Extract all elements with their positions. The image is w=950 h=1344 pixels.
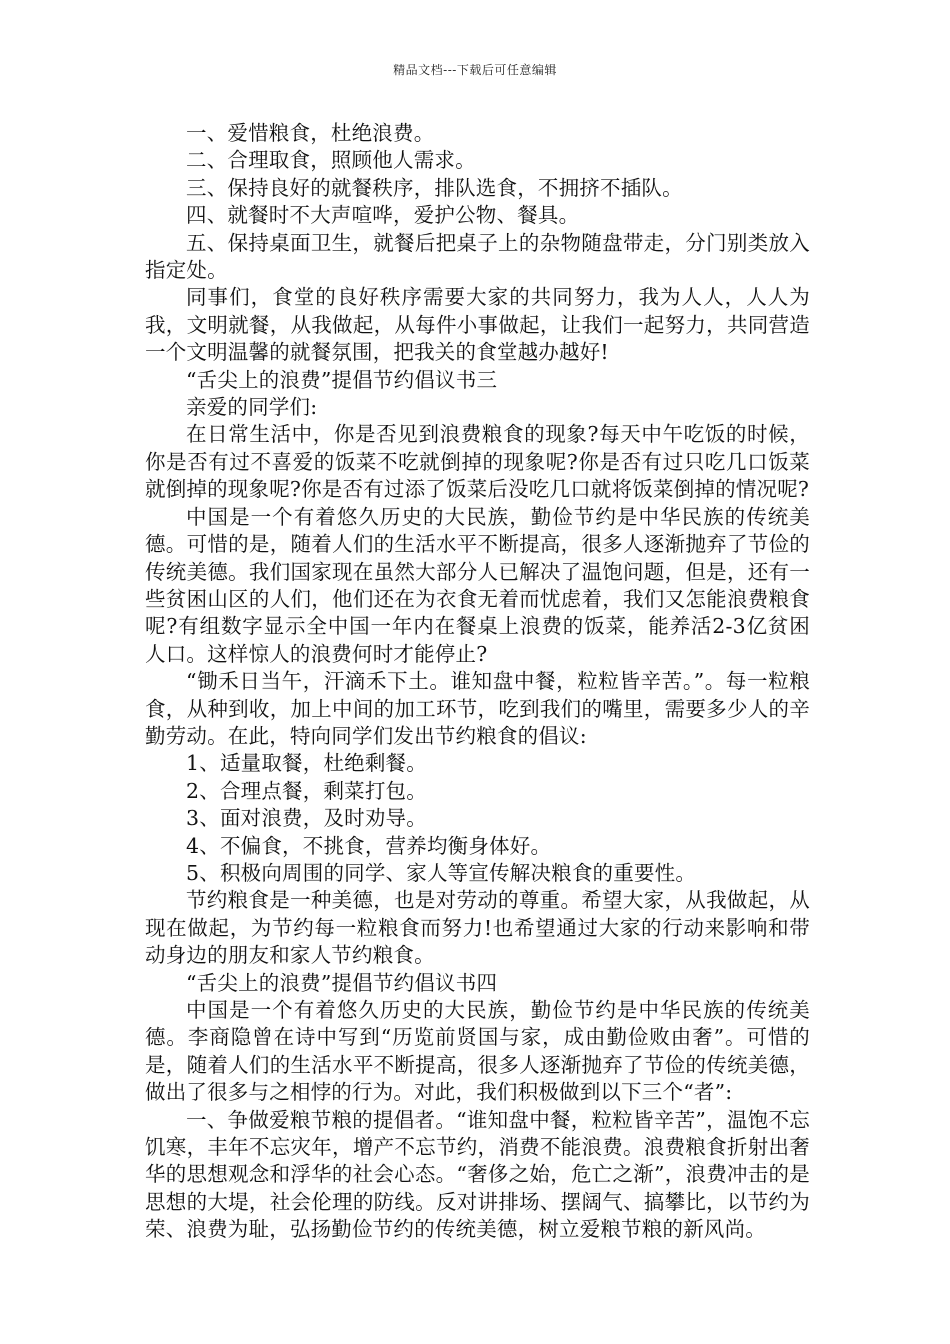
list-item: 4、不偏食，不挑食，营养均衡身体好。 [186, 833, 552, 858]
paragraph: 在日常生活中，你是否见到浪费粮食的现象?每天中午吃饭的时候，你是否有过不喜爱的饭菜不吃就倒掉的现象呢?你是否有过只吃几口饭菜就倒掉的现象呢?你是否有过添了饭菜后没吃几口就将饭菜倒掉的情况呢? [145, 422, 810, 502]
page-header: 精品文档---下载后可任意编辑 [393, 63, 557, 77]
paragraph: 同事们，食堂的良好秩序需要大家的共同努力，我为人人，人人为我，文明就餐，从我做起，从每件小事做起，让我们一起努力，共同营造一个文明温馨的就餐氛围，把我关的食堂越办越好! [145, 285, 810, 365]
salutation: 亲爱的同学们: [186, 395, 318, 420]
list-item: 3、面对浪费，及时劝导。 [186, 806, 427, 831]
section-title: “舌尖上的浪费”提倡节约倡议书四 [186, 970, 498, 995]
list-item: 2、合理点餐，剩菜打包。 [186, 778, 427, 803]
paragraph: 二、合理取食，照顾他人需求。 [186, 148, 476, 173]
document-body [145, 120, 810, 1244]
paragraph: 一、爱惜粮食，杜绝浪费。 [186, 121, 435, 145]
paragraph: 节约粮食是一种美德，也是对劳动的尊重。希望大家，从我做起，从现在做起，为节约每一粒粮食而努力!也希望通过大家的行动来影响和带动身边的朋友和家人节约粮食。 [145, 888, 810, 968]
paragraph: 中国是一个有着悠久历史的大民族，勤俭节约是中华民族的传统美德。可惜的是，随着人们的生活水平不断提高，很多人逐渐抛弃了节俭的传统美德。我们国家现在虽然大部分人已解决了温饱问题，但是，还有一些贫困山区的人们，他们还在为衣食无着而忧虑着，我们又怎能浪费粮食呢?有组数字显示全中国一年内在餐桌上浪费的饭菜，能养活2-3亿贫困人口。这样惊人的浪费何时才能停止? [145, 504, 810, 666]
paragraph: 中国是一个有着悠久历史的大民族，勤俭节约是中华民族的传统美德。李商隐曾在诗中写到“历览前贤国与家，成由勤俭败由奢”。可惜的是，随着人们的生活水平不断提高，很多人逐渐抛弃了节俭的传统美德，做出了很多与之相悖的行为。对此，我们积极做到以下三个“者”: [145, 998, 810, 1105]
section-title: “舌尖上的浪费”提倡节约倡议书三 [186, 367, 498, 392]
list-item: 1、适量取餐，杜绝剩餐。 [186, 751, 427, 776]
paragraph: 五、保持桌面卫生，就餐后把桌子上的杂物随盘带走，分门别类放入指定处。 [145, 230, 810, 283]
paragraph: 四、就餐时不大声喧哗，爱护公物、餐具。 [186, 203, 580, 228]
paragraph: 一、争做爱粮节粮的提倡者。“谁知盘中餐，粒粒皆辛苦”，温饱不忘饥寒，丰年不忘灾年，增产不忘节约，消费不能浪费。浪费粮食折射出奢华的思想观念和浮华的社会心态。“奢侈之始，危亡之渐”，浪费冲击的是思想的大堤，社会伦理的防线。反对讲排场、摆阔气、搞攀比，以节约为荣、浪费为耻，弘扬勤俭节约的传统美德，树立爱粮节粮的新风尚。 [145, 1107, 810, 1242]
paragraph: 三、保持良好的就餐秩序，排队选食，不拥挤不插队。 [186, 175, 683, 200]
list-item: 5、积极向周围的同学、家人等宣传解决粮食的重要性。 [186, 860, 697, 885]
paragraph: “锄禾日当午，汗滴禾下土。谁知盘中餐，粒粒皆辛苦。”。每一粒粮食，从种到收，加上中间的加工环节，吃到我们的嘴里，需要多少人的辛勤劳动。在此，特向同学们发出节约粮食的倡议: [145, 669, 810, 748]
